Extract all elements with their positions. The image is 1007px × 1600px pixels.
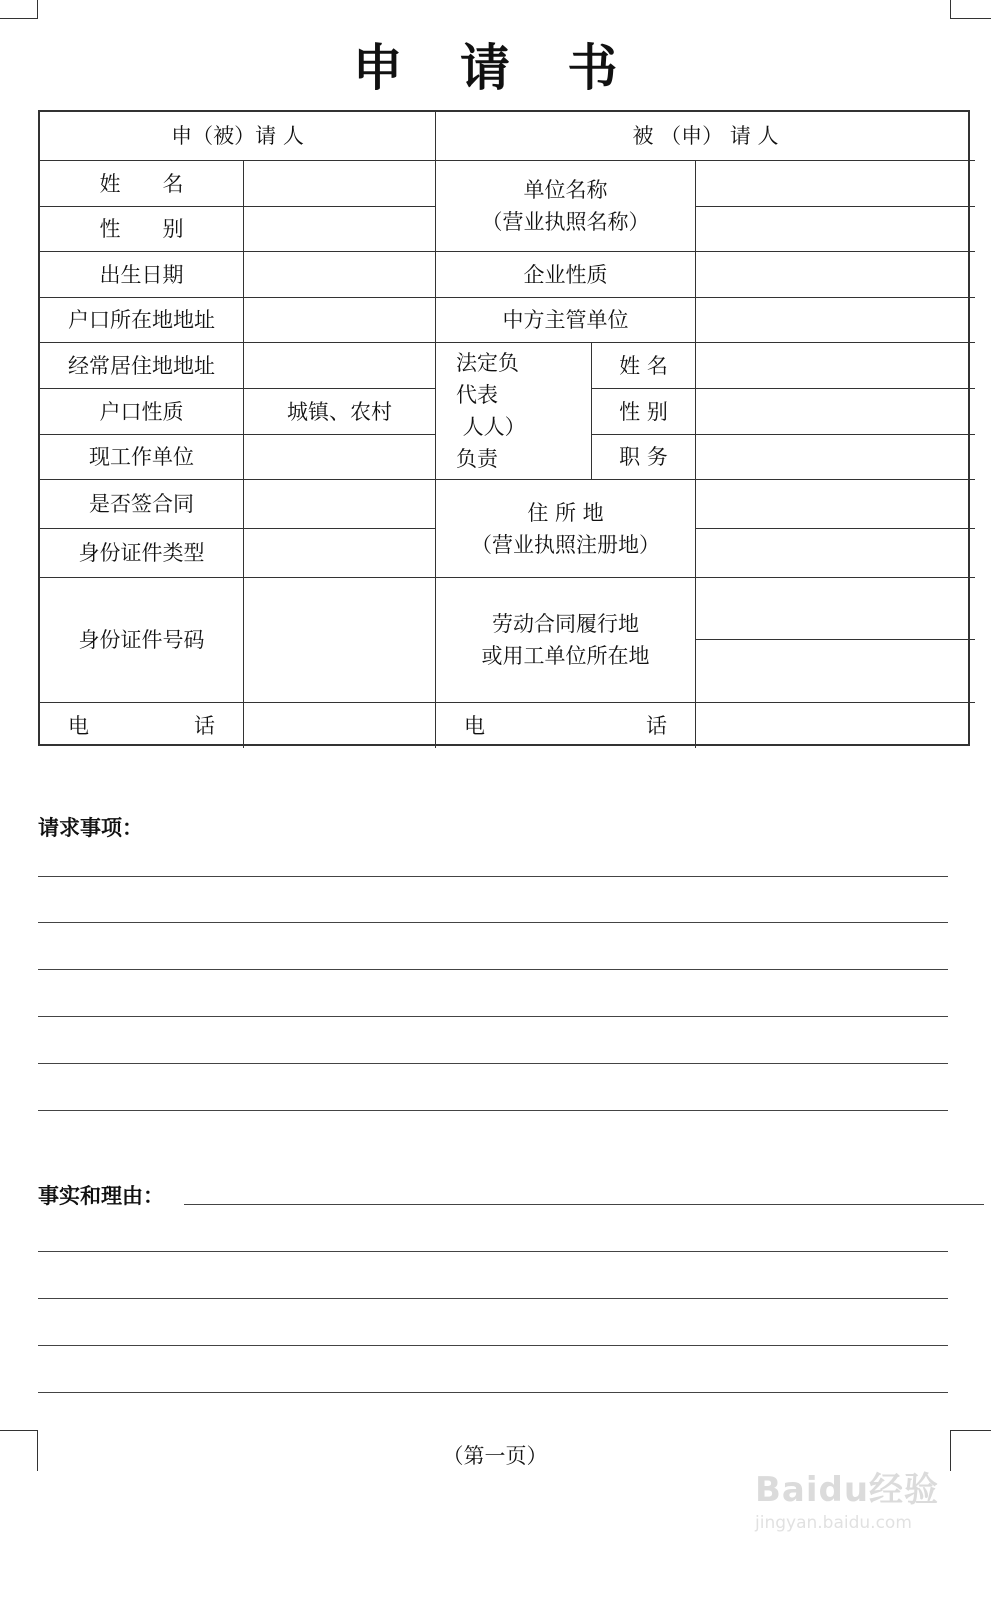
supervisor-unit-field[interactable]: [696, 298, 975, 343]
unit-name-label: 单位名称 （营业执照名称）: [436, 161, 696, 252]
contract-place-field-1[interactable]: [696, 578, 975, 640]
contract-signed-field[interactable]: [244, 480, 436, 529]
facts-line-1[interactable]: [184, 1204, 984, 1205]
requests-line-1[interactable]: [38, 876, 948, 877]
facts-line-2[interactable]: [38, 1251, 948, 1252]
id-number-label: 身份证件号码: [40, 578, 244, 703]
facts-label: 事实和理由：: [38, 1184, 164, 1208]
phone-field-right[interactable]: [696, 703, 975, 748]
domicile-field-2[interactable]: [696, 529, 975, 578]
gender-field[interactable]: [244, 207, 436, 252]
id-number-field[interactable]: [244, 578, 436, 703]
phone-label-left-char-2: 话: [194, 713, 215, 738]
application-form-table: [38, 110, 970, 746]
facts-line-4[interactable]: [38, 1345, 948, 1346]
supervisor-unit-label: 中方主管单位: [436, 298, 696, 343]
page-title: 申 请 书: [352, 39, 638, 97]
gender-label: 性 别: [40, 207, 244, 252]
crop-mark-top-right: [950, 0, 991, 19]
watermark-logo: Baidu经验: [755, 1470, 940, 1510]
name-label: 姓 名: [40, 161, 244, 207]
work-unit-field[interactable]: [244, 435, 436, 480]
rep-name-field[interactable]: [696, 343, 975, 389]
rep-gender-field[interactable]: [696, 389, 975, 435]
facts-line-5[interactable]: [38, 1392, 948, 1393]
requests-line-5[interactable]: [38, 1063, 948, 1064]
phone-label-right-char-1: 电: [464, 713, 485, 738]
requests-line-6[interactable]: [38, 1110, 948, 1111]
rep-position-field[interactable]: [696, 435, 975, 480]
hukou-address-field[interactable]: [244, 298, 436, 343]
page-number: （第一页）: [442, 1444, 548, 1468]
contract-place-label: 劳动合同履行地 或用工单位所在地: [436, 578, 696, 703]
residence-address-label: 经常居住地地址: [40, 343, 244, 389]
unit-name-field-2[interactable]: [696, 207, 975, 252]
rep-position-label: 职 务: [592, 435, 696, 480]
residence-address-field[interactable]: [244, 343, 436, 389]
requests-label: 请求事项：: [38, 816, 143, 840]
birth-date-label: 出生日期: [40, 252, 244, 298]
watermark-url: jingyan.baidu.com: [755, 1513, 912, 1533]
watermark: [755, 1462, 945, 1552]
work-unit-label: 现工作单位: [40, 435, 244, 480]
requests-line-2[interactable]: [38, 922, 948, 923]
phone-label-left: [40, 703, 244, 748]
applicant-header: 申（被）请 人: [40, 112, 436, 161]
facts-line-3[interactable]: [38, 1298, 948, 1299]
requests-line-3[interactable]: [38, 969, 948, 970]
contract-place-field-2[interactable]: [696, 640, 975, 703]
unit-name-field-1[interactable]: [696, 161, 975, 207]
enterprise-nature-label: 企业性质: [436, 252, 696, 298]
rep-gender-label: 性 别: [592, 389, 696, 435]
name-field[interactable]: [244, 161, 436, 207]
domicile-label: 住 所 地 （营业执照注册地）: [436, 480, 696, 578]
domicile-field-1[interactable]: [696, 480, 975, 529]
requests-line-4[interactable]: [38, 1016, 948, 1017]
id-type-label: 身份证件类型: [40, 529, 244, 578]
crop-mark-top-left: [0, 0, 38, 19]
id-type-field[interactable]: [244, 529, 436, 578]
hukou-type-value[interactable]: 城镇、农村: [244, 389, 436, 435]
rep-name-label: 姓 名: [592, 343, 696, 389]
phone-field-left[interactable]: [244, 703, 436, 748]
enterprise-nature-field[interactable]: [696, 252, 975, 298]
phone-label-left-char-1: 电: [68, 713, 89, 738]
birth-date-field[interactable]: [244, 252, 436, 298]
phone-label-right: [436, 703, 696, 748]
legal-representative-label: 法定负 代表 人人） 负责: [436, 343, 592, 480]
contract-signed-label: 是否签合同: [40, 480, 244, 529]
hukou-type-label: 户口性质: [40, 389, 244, 435]
phone-label-right-char-2: 话: [646, 713, 667, 738]
respondent-header: 被 （申） 请 人: [436, 112, 975, 161]
hukou-address-label: 户口所在地地址: [40, 298, 244, 343]
